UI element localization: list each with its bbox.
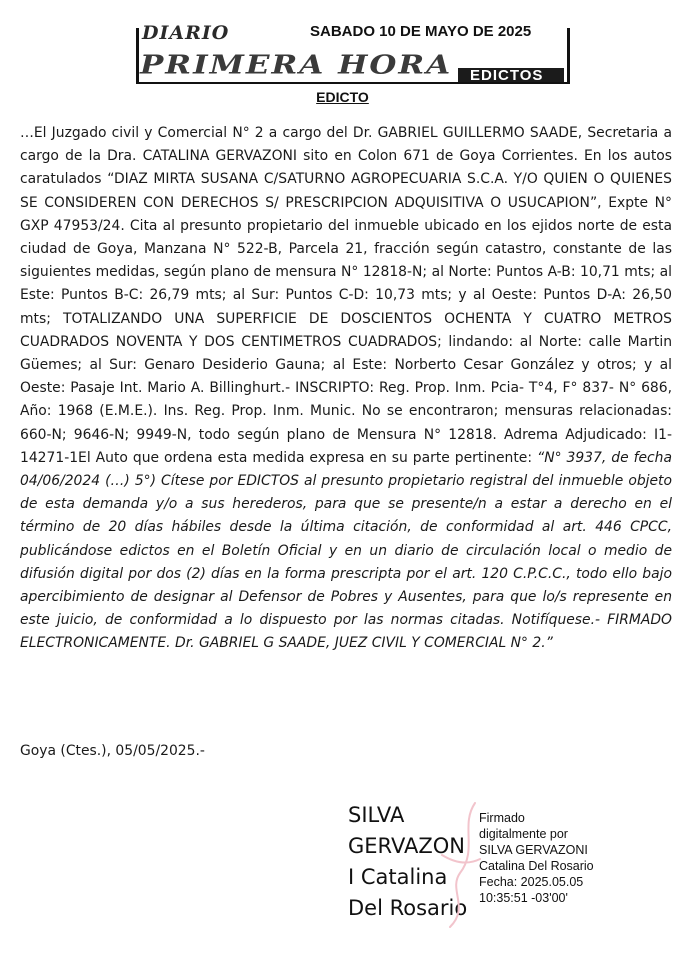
signature-name-line: I Catalina [348,865,448,889]
signature-name-line: GERVAZON [348,834,465,858]
masthead-newspaper-name: PRIMERA HORA [140,49,453,81]
place-and-date: Goya (Ctes.), 05/05/2025.- [20,743,205,759]
newspaper-masthead [136,0,566,86]
signature-detail-line: 10:35:51 -03'00' [479,891,568,905]
signature-detail-line: Fecha: 2025.05.05 [479,875,584,889]
publication-date: SABADO 10 DE MAYO DE 2025 [304,23,537,42]
signature-detail-line: Catalina Del Rosario [479,859,594,873]
signature-detail-line: digitalmente por [479,827,568,841]
edict-order-quote: “N° 3937, de fecha 04/06/2024 (…) 5°) Cítese por EDICTOS al presunto propietario registral del inmueble objeto de esta demanda y/o a sus herederos, para que se presente/n a estar a derecho en el término de 20 días hábiles desde la última citación, de conformidad al art. 446 CPCC, publicándose edictos en el Boletín Oficial y en un diario de circulación local o medio de difusión digital por dos (2) días en la forma prescripta por el art. 120 C.P.C.C., todo ello bajo apercibimiento de designar al Defensor de Pobres y Ausentes, para que lo/s represente en este juicio, de conformidad a lo dispuesto por las normas citadas. Notifíquese.- FIRMADO ELECTRONICAMENTE. Dr. GABRIEL G SAADE, JUEZ CIVIL Y COMERCIAL N° 2.” [20,449,672,652]
edict-body-text: …El Juzgado civil y Comercial N° 2 a cargo del Dr. GABRIEL GUILLERMO SAADE, Secretaria a cargo de la Dra. CATALINA GERVAZONI sito en Colon 671 de Goya Corrientes. En los autos caratulados “DIAZ MIRTA SUSANA C/SATURNO AGROPECUARIA S.C.A. Y/O QUIEN O QUIENES SE CONSIDEREN CON DERECHOS S/ PRESCRIPCION ADQUISITIVA O USUCAPION”, Expte N° GXP 47953/24. Cita al presunto propietario del inmueble ubicado en los ejidos norte de esta ciudad de Goya, Manzana N° 522-B, Parcela 21, fracción según catastro, constante de las siguientes medidas, según plano de mensura N° 12818-N; al Norte: Puntos A-B: 10,71 mts; al Este: Puntos B-C: 26,79 mts; al Sur: Puntos C-D: 10,73 mts; y al Oeste: Puntos D-A: 26,50 mts; TOTALIZANDO UNA SUPERFICIE DE DOSCIENTOS OCHENTA Y CUATRO METROS CUADRADOS NOVENTA Y DOS CENTIMETROS CUADRADOS; lindando: al Norte: calle Martin Güemes; al Sur: Genaro Desiderio Gauna; al Este: Norberto Cesar González y otros; y al Oeste: Pasaje Int. Mario A. Billinghurt.- INSCRIPTO: Reg. Prop. Inm. Pcia- T°4, F° 837- N° 686, Año: 1968 (E.M.E.). Ins. Reg. Prop. Inm. Munic. No se encontraron; mensuras relacionadas: 660-N; 9646-N; 9949-N, todo según plano de Mensura N° 12818. Adrema Adjudicado: I1-14271-1El Auto que ordena esta medida expresa en su parte pertinente: [20,125,672,466]
signature-details [479,810,629,906]
signature-detail-line: Firmado [479,811,525,825]
edict-body [20,122,672,656]
document-title: EDICTO [316,89,369,105]
masthead-section-label: EDICTOS [470,67,544,84]
signature-detail-line: SILVA GERVAZONI [479,843,588,857]
signature-name-line: SILVA [348,803,405,827]
masthead-top-label: DIARIO [142,22,230,44]
signature-name-line: Del Rosario [348,896,468,920]
